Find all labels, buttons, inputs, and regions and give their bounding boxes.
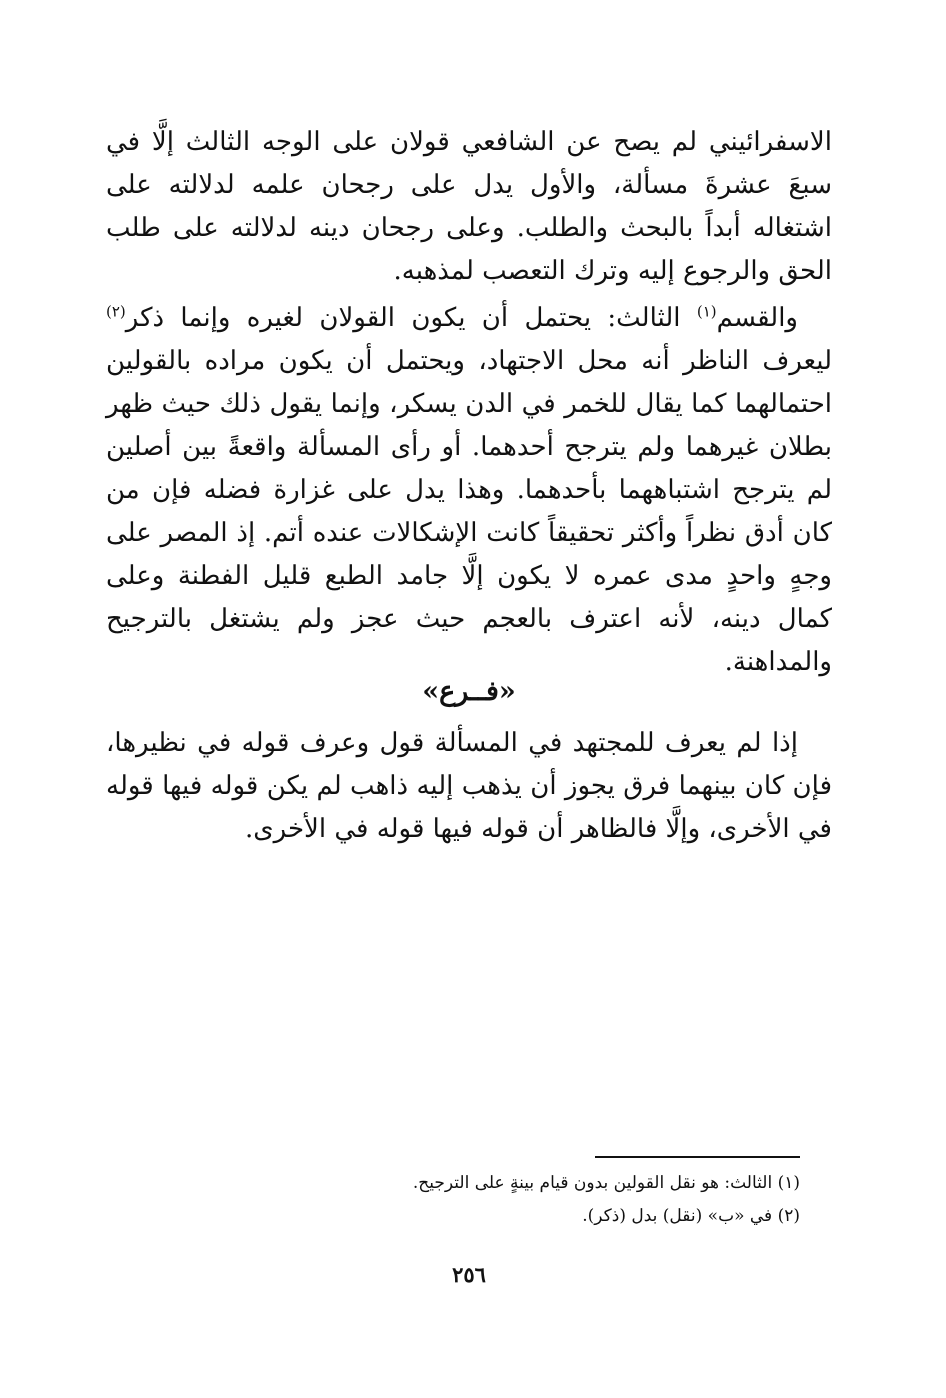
- body-paragraph-2: [106, 297, 832, 684]
- footnote-separator: [595, 1156, 800, 1158]
- section-heading: «فــرع»: [422, 676, 516, 707]
- paragraph-text-start: والقسم: [716, 303, 798, 333]
- footnote-1: (١) الثالث: هو نقل القولين بدون قيام بينةٍ على الترجيح.: [412, 1173, 800, 1193]
- body-paragraph-3: [106, 722, 832, 851]
- footnote-reference-1: (١): [696, 302, 717, 321]
- body-paragraph-1: [106, 121, 832, 293]
- paragraph-text-middle: الثالث: يحتمل أن يكون القولان لغيره وإنما ذكر: [125, 303, 697, 333]
- footnote-2: (٢) في «ب» (نقل) بدل (ذكر).: [582, 1206, 800, 1226]
- footnote-reference-2: (٢): [106, 302, 126, 321]
- paragraph-text: الاسفرائيني لم يصح عن الشافعي قولان على الوجه الثالث إلَّا في سبعَ عشرةَ مسألة، والأول يدل على رجحان علمه لدلالته على اشتغاله أبداً بالبحث والطلب. وعلى رجحان دينه لدلالته على طلب الحق والرجوع إليه وترك التعصب لمذهبه.: [106, 127, 832, 286]
- paragraph-text: إذا لم يعرف للمجتهد في المسألة قول وعرف قوله في نظيرها، فإن كان بينهما فرق يجوز أن يذهب إليه ذاهب لم يكن قوله فيها قوله في الأخرى، وإلَّا فالظاهر أن قوله فيها قوله في الأخرى.: [106, 728, 832, 844]
- paragraph-text: [106, 297, 832, 684]
- footnotes: [106, 1167, 800, 1233]
- page-number: ٢٥٦: [452, 1262, 486, 1287]
- paragraph-text-end: ليعرف الناظر أنه محل الاجتهاد، ويحتمل أن يكون مراده بالقولين احتمالهما كما يقال للخمر في الدن يسكر، وإنما يقول ذلك حيث ظهر بطلان غيرهما ولم يترجح أحدهما. أو رأى المسألة واقعةً بين أصلين لم يترجح اشتباههما بأحدهما. وهذا يدل على غزارة فضله فإن من كان أدق نظراً وأكثر تحقيقاً كانت الإشكالات عنده أتم. إذ المصر على وجهٍ واحدٍ مدى عمره لا يكون إلَّا جامد الطبع قليل الفطنة وعلى كمال دينه، لأنه اعترف بالعجم حيث عجز ولم يشتغل بالترجيح والمداهنة.: [106, 346, 832, 677]
